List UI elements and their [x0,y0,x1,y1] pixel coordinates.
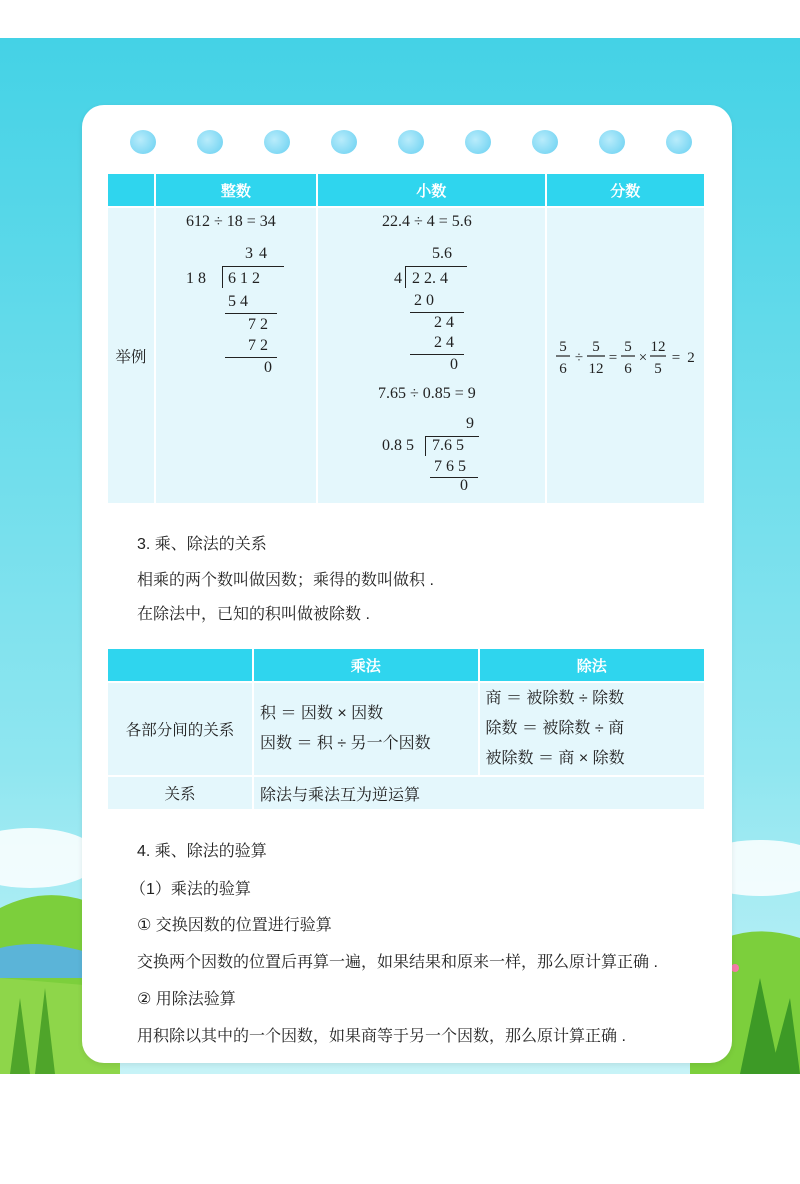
decimal-dividend-1: 2 2. 4 [412,270,448,287]
decimal-step3: 2 4 [434,334,454,351]
relation-text: 除法与乘法互为逆运算 [253,776,705,810]
row-label-relations: 各部分间的关系 [107,682,253,776]
row-label-examples: 举例 [107,207,155,504]
integer-step1: 5 4 [228,293,248,310]
binder-hole [532,130,558,154]
div-relation-2: 除数 ＝ 被除数 ÷ 商 [485,720,625,737]
division-bar [405,266,467,267]
header-integer: 整数 [155,173,317,207]
decimal-remainder-1: 0 [450,356,458,373]
integer-equation: 612 ÷ 18 = 34 [186,213,276,230]
decimal-step4: 7 6 5 [434,458,466,475]
fraction-result: 2 [687,350,695,366]
fraction-num-1: 5 [559,339,567,355]
integer-step3: 7 2 [248,337,268,354]
decimal-divisor-1: 4 [394,270,402,287]
fraction-op-1: ÷ [574,350,584,366]
decimal-dividend-2: 7.6 5 [432,437,464,454]
integer-remainder: 0 [264,359,272,376]
section4-title: 4. 乘、除法的验算 [137,843,267,860]
decimal-equation-2: 7.65 ÷ 0.85 = 9 [378,385,476,402]
division-bar [222,266,284,267]
binder-hole [331,130,357,154]
decimal-step1: 2 0 [414,292,434,309]
binder-hole [398,130,424,154]
mult-relation-1: 积 ＝ 因数 × 因数 [260,705,384,722]
decimal-step2: 2 4 [434,314,454,331]
section4-item2-text: 用积除以其中的一个因数，如果商等于另一个因数，那么原计算正确 . [137,1028,626,1045]
division-bracket [405,266,406,288]
section4-item1: ① 交换因数的位置进行验算 [137,917,332,934]
binder-hole [666,130,692,154]
decimal-quotient-2: 9 [466,415,474,432]
header-decimal: 小数 [317,173,546,207]
fraction-op-3: × [638,350,648,366]
binder-hole [130,130,156,154]
corner-cell [107,648,253,682]
header-multiplication: 乘法 [253,648,478,682]
fraction-num-3: 5 [624,339,632,355]
fraction-num-4: 12 [650,339,666,355]
header-division: 除法 [479,648,705,682]
section3-line2: 在除法中，已知的积叫做被除数 . [137,606,370,623]
decimal-remainder-2: 0 [460,477,468,494]
binder-hole [197,130,223,154]
integer-example-cell [155,207,317,504]
decimal-equation-1: 22.4 ÷ 4 = 5.6 [382,213,472,230]
header-fraction: 分数 [546,173,705,207]
subtraction-line [430,477,478,478]
division-relations [479,682,705,776]
multiplication-relations [253,682,478,776]
integer-quotient: 3 4 [245,245,268,262]
binder-hole [465,130,491,154]
fraction-op-4: = [671,350,681,366]
subtraction-line [225,357,277,358]
div-relation-1: 商 ＝ 被除数 ÷ 除数 [485,690,625,707]
section3-line1: 相乘的两个数叫做因数；乘得的数叫做积 . [137,572,434,589]
row-label-relation: 关系 [107,776,253,810]
fraction-den-2: 12 [588,361,604,377]
decimal-divisor-2: 0.8 5 [382,437,414,454]
section3-title: 3. 乘、除法的关系 [137,536,267,553]
decimal-quotient-1: 5.6 [432,245,452,262]
section4-item2: ② 用除法验算 [137,991,236,1008]
fraction-den-3: 6 [624,361,632,377]
division-bracket [425,436,426,456]
subtraction-line [410,312,464,313]
fraction-den-4: 5 [654,361,662,377]
integer-dividend: 6 1 2 [228,270,260,287]
division-bracket [222,266,223,288]
fraction-den-1: 6 [559,361,567,377]
binder-hole [599,130,625,154]
div-relation-3: 被除数 ＝ 商 × 除数 [485,750,625,767]
fraction-num-2: 5 [592,339,600,355]
binder-hole [264,130,290,154]
subtraction-line [225,313,277,314]
integer-divisor: 1 8 [186,270,206,287]
section4-sub1: （1）乘法的验算 [130,881,251,898]
integer-step2: 7 2 [248,316,268,333]
fraction-equation [554,335,702,381]
corner-cell [107,173,155,207]
fraction-op-2: = [608,350,618,366]
mult-relation-2: 因数 ＝ 积 ÷ 另一个因数 [260,735,431,752]
subtraction-line [410,354,464,355]
section4-item1-text: 交换两个因数的位置后再算一遍，如果结果和原来一样，那么原计算正确 . [137,954,658,971]
multiply-divide-relation-table [106,647,706,811]
